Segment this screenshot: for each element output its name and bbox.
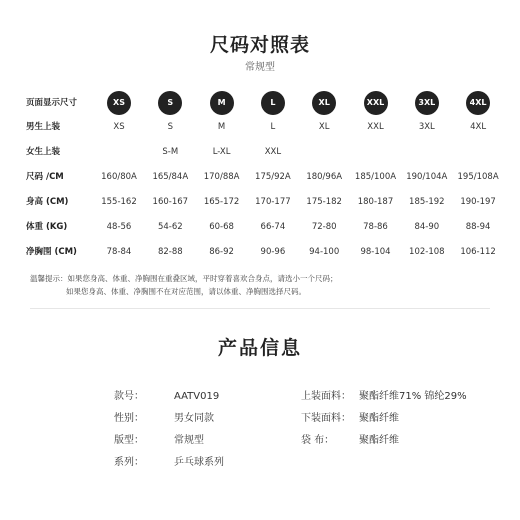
size-cell: S-M [162,147,179,157]
size-cell: 98-104 [360,247,391,257]
size-cell: 84-90 [414,222,440,232]
product-info-title: 产品信息 [217,337,302,359]
tips-line-1: 如果您身高、体重、净胸围在重叠区域，平时穿着喜欢合身点，请选小一个尺码； [67,274,338,283]
size-cell: 165/84A [152,172,189,182]
info-key: 下装面料： [301,413,351,424]
info-row-bottom-fabric [301,408,467,430]
size-cell: 175-182 [306,197,342,207]
size-cell: 4XL [470,122,487,132]
info-key: 袋 布： [301,435,335,446]
product-info-right [301,386,467,452]
info-value: 聚酯纤维71% 锦纶29% [359,391,467,402]
size-cell: 160/80A [101,172,137,182]
size-row [26,117,506,137]
info-key: 款号： [114,391,144,402]
size-row [26,192,506,212]
info-row-style-no [114,386,224,408]
size-cell: 66-74 [260,222,286,232]
size-cell: 3XL [418,122,435,132]
info-row-top-fabric [301,386,467,408]
info-value: AATV019 [174,391,220,402]
size-cell: 60-68 [209,222,234,232]
row-label: 男生上装 [26,122,61,132]
info-row-gender [114,408,224,430]
size-cell: 102-108 [409,247,445,257]
info-value: 男女同款 [174,413,214,424]
size-cell: M [217,122,226,132]
size-cell: 190/104A [406,172,448,182]
size-row [26,217,506,237]
size-badge: M [210,91,234,115]
size-cell [350,142,402,162]
size-chart-subtitle: 常规型 [245,62,275,73]
row-label: 身高 (CM) [26,197,69,207]
size-cell [93,142,145,162]
size-cell: 78-86 [363,222,388,232]
size-cell: 170/88A [203,172,240,182]
size-cell: 48-56 [106,222,132,232]
size-cell: S [167,122,173,132]
info-row-pocket-fabric [301,430,467,452]
info-value: 聚酯纤维 [359,413,399,424]
info-row-series [114,452,224,474]
size-row [26,167,506,187]
size-cell: 90-96 [260,247,286,257]
size-cell: L-XL [212,147,231,157]
row-label: 净胸围 (CM) [26,247,77,257]
size-cell: 155-162 [101,197,137,207]
size-cell: 175/92A [255,172,291,182]
tips-label: 温馨提示： [30,274,68,283]
size-header-row [26,90,506,110]
info-value: 聚酯纤维 [359,435,399,446]
size-cell [298,142,350,162]
size-badge: XS [107,91,131,115]
size-cell: 165-172 [203,197,240,207]
size-cell: XS [113,122,125,132]
info-row-fit [114,430,224,452]
size-cell: XXL [367,122,384,132]
info-key: 系列： [114,457,144,468]
info-key: 上装面料： [301,391,351,402]
size-badge: S [158,91,182,115]
size-cell: 195/108A [457,172,499,182]
size-cell: 180-187 [357,197,394,207]
size-cell: 180/96A [306,172,343,182]
size-cell: 54-62 [157,222,183,232]
row-label: 尺码 /CM [26,172,64,182]
size-cell: 88-94 [465,222,491,232]
info-value: 乒乓球系列 [174,457,224,468]
size-cell: 94-100 [309,247,340,257]
size-badge: XL [312,91,336,115]
size-cell: 185/100A [354,172,397,182]
size-cell: XXL [264,147,282,157]
size-cell: 72-80 [311,222,337,232]
size-cell: 86-92 [209,247,234,257]
size-badge: XXL [364,91,388,115]
size-badge: 4XL [466,91,490,115]
size-cell: XL [318,122,330,132]
row-label: 页面显示尺寸 [26,98,78,108]
size-row [26,242,506,262]
size-cell: 190-197 [460,197,496,207]
size-cell: 170-177 [255,197,291,207]
product-info-left [114,386,224,474]
size-cell: 160-167 [152,197,189,207]
size-cell: 78-84 [106,247,132,257]
size-cell: L [270,122,276,132]
row-label: 女生上装 [26,147,61,157]
size-row [26,142,506,162]
tips-line-2: 如果您身高、体重、净胸围不在对应范围，请以体重、净胸围选择尺码。 [66,287,306,296]
size-badge: 3XL [415,91,439,115]
size-cell [401,142,453,162]
size-cell: 185-192 [409,197,445,207]
info-value: 常规型 [174,435,204,446]
info-key: 性别： [114,413,144,424]
tips-block [30,272,500,298]
section-divider [30,308,490,309]
size-cell: 82-88 [157,247,183,257]
size-badge: L [261,91,285,115]
size-chart-title: 尺码对照表 [209,34,310,56]
size-cell: 106-112 [460,247,496,257]
info-key: 版型： [114,435,144,446]
size-cell [452,142,504,162]
row-label: 体重 (KG) [26,222,68,232]
